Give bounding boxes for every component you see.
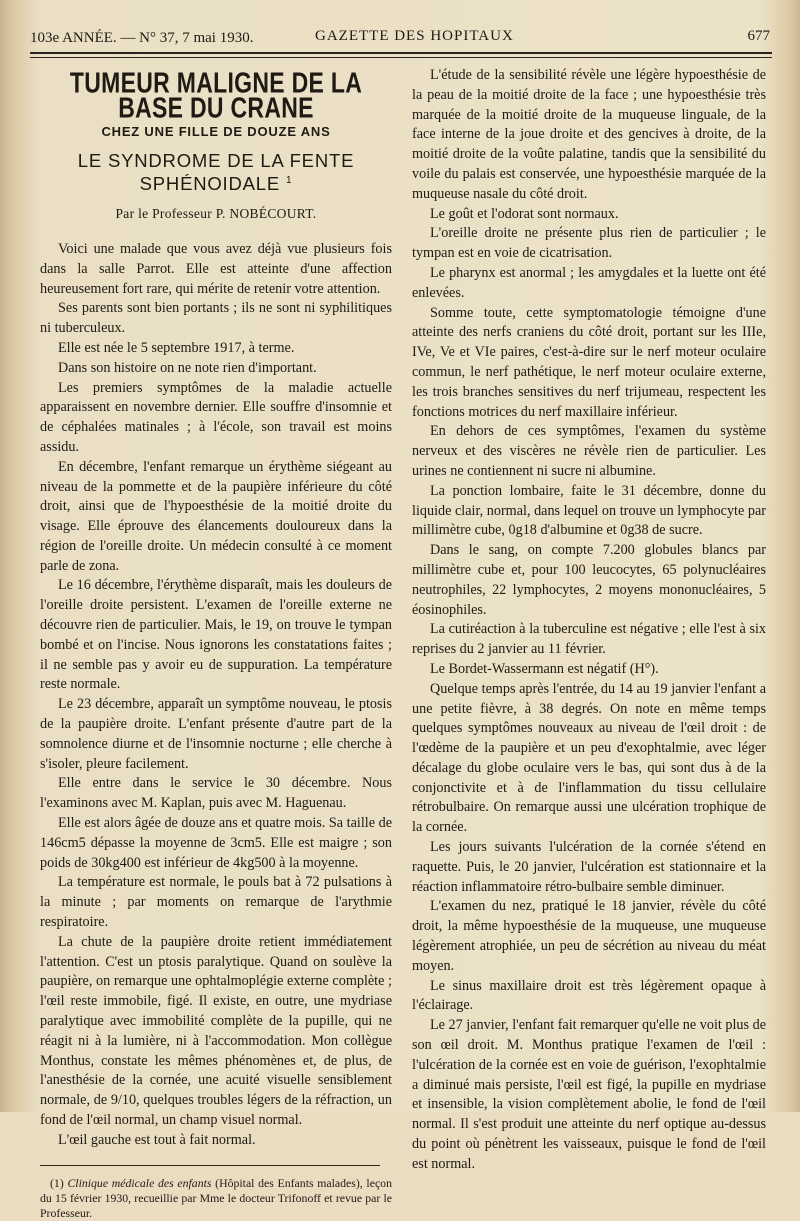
right-column <box>412 66 766 1175</box>
paragraph: Dans son histoire on ne note rien d'important. <box>58 359 317 376</box>
issue-line: 103e ANNÉE. — N° 37, 7 mai 1930. <box>30 30 254 46</box>
paragraph: La température est normale, le pouls bat à 72 pulsations à la minute ; par moments on remarque de l'arythmie respiratoire. <box>40 874 392 931</box>
footnote-text: (Hôpital des Enfants malades), leçon du 15 février 1930, recueillie par Mme le docteur Trifonoff et revue par le Professeur. <box>40 1175 392 1220</box>
paragraph: Le Bordet-Wassermann est négatif (H°). <box>430 660 659 677</box>
paragraph: L'oreille droite ne présente plus rien de particulier ; le tympan est en voie de cicatrisation. <box>412 225 766 262</box>
paragraph: L'étude de la sensibilité révèle une légère hypoesthésie de la peau de la moitié droite de la face ; une hypoesthésie très marquée de la moitié droite de la muqueuse linguale, de la face interne de la joue droite et des gencives à droite, de la moitié droite de la voûte palatine, tandis que la sensibilité du voile du palais est conservée, une hypoesthésie marquée de la muqueuse nasale du côté droit. <box>412 67 766 202</box>
article-subtitle: CHEZ UNE FILLE DE DOUZE ANS <box>101 123 331 139</box>
syndrome-title <box>40 151 392 194</box>
paragraph: La cutiréaction à la tuberculine est négative ; elle l'est à six reprises du 2 janvier au 11 février. <box>412 621 766 658</box>
footnote <box>40 1176 392 1221</box>
footnote-rule <box>40 1165 380 1166</box>
paragraph: Le 23 décembre, apparaît un symptôme nouveau, le ptosis de la paupière droite. L'enfant présente d'autre part de la somnolence diurne et de l'insomnie nocturne ; elle cherche à s'isoler, pleure facilement. <box>40 696 392 772</box>
right-body-text <box>412 66 766 1175</box>
article-title: TUMEUR MALIGNE DE LA BASE DU CRANE <box>69 66 363 124</box>
left-column <box>40 66 392 1221</box>
paragraph: Le 27 janvier, l'enfant fait remarquer qu'elle ne voit plus de son œil droit. M. Monthus pratique l'examen de l'œil : l'ulcération de la cornée est en voie de guérison, l'exophtalmie a diminué mais persiste, l'œil est figé, la pupille en mydriase et insensible, la vision complètement abolie, le fond de l'œil normal. Il s'est produit une atteinte du nerf optique au-dessus du point où pénètrent les vaisseaux, puisque le fond de l'œil est normal. <box>412 1017 766 1172</box>
footnote-italic: Clinique médicale des enfants <box>67 1175 212 1190</box>
paragraph: Elle est alors âgée de douze ans et quatre mois. Sa taille de 146cm5 dépasse la moyenne de 3cm5. Elle est maigre ; son poids de 30kg400 est inférieur de 4kg500 à la moyenne. <box>40 815 392 871</box>
paragraph: Les jours suivants l'ulcération de la cornée s'étend en raquette. Puis, le 20 janvier, l'ulcération est stationnaire et la réaction inflammatoire rétro-bulbaire semble diminuer. <box>412 839 766 895</box>
article-author: Par le Professeur P. NOBÉCOURT. <box>115 206 317 222</box>
paragraph: L'examen du nez, pratiqué le 18 janvier, révèle du côté droit, la même hypoesthésie de la muqueuse, une muqueuse légèrement atrophiée, un peu de sécrétion au niveau du méat moyen. <box>412 898 766 974</box>
paragraph: Le sinus maxillaire droit est très légèrement opaque à l'éclairage. <box>412 977 766 1014</box>
paragraph: Le 16 décembre, l'érythème disparaît, mais les douleurs de l'oreille droite persistent. L'examen de l'oreille externe ne découvre rien de particulier. Mais, le 19, on trouve le tympan bombé et on l'incise. Nous ignorons les constatations faites ; il ne semble pas y avoir eu de suppuration. La température reste normale. <box>40 577 392 693</box>
footnote-reference: 1 <box>285 175 293 187</box>
paragraph: Quelque temps après l'entrée, du 14 au 19 janvier l'enfant a une petite fièvre, à 38 degrés. On note en même temps quelques symptômes nouveaux au niveau de l'œil droit : de l'œdème de la paupière et un peu d'exophtalmie, avec léger décalage du globe oculaire vers le bas, qui sont dus à de la conjonctivite et à de l'inflammation du tissu cellulaire rétrobulbaire. On remarque aussi une ulcération trophique de la cornée. <box>412 680 766 836</box>
journal-title: GAZETTE DES HOPITAUX <box>315 28 514 44</box>
footnote-mark: (1) <box>50 1175 64 1190</box>
paragraph: En dehors de ces symptômes, l'examen du système nerveux et des viscères ne révèle rien de particulier. Les urines ne contiennent ni sucre ni albumine. <box>412 423 766 479</box>
paragraph: Le pharynx est anormal ; les amygdales et la luette ont été enlevées. <box>412 264 766 301</box>
left-body-text <box>40 240 392 1151</box>
header-rule <box>30 52 772 54</box>
paragraph: Elle entre dans le service le 30 décembre. Nous l'examinons avec M. Kaplan, puis avec M. Haguenau. <box>40 775 392 812</box>
paragraph: Voici une malade que vous avez déjà vue plusieurs fois dans la salle Parrot. Elle est atteinte d'une affection heureusement fort rare, qui mérite de retenir votre attention. <box>40 240 392 297</box>
paragraph: L'œil gauche est tout à fait normal. <box>58 1131 256 1148</box>
paragraph: La chute de la paupière droite retient immédiatement l'attention. C'est un ptosis paralytique. Quand on soulève la paupière, on remarque une ophtalmoplégie externe complète ; l'œil reste immobile, figé. Il existe, en outre, une mydriase paralytique avec immobilité complète de la pupille, qui ne réagit ni à la lumière, ni à l'accommodation. Mon collègue Monthus, constate les mêmes phénomènes et, de plus, de l'anesthésie de la cornée, une acuité visuelle sensiblement normale, de 9/10, quelques troubles légers de la réfraction, un fond de l'œil normal, un champ visuel normal. <box>40 933 392 1128</box>
page-header <box>30 22 774 50</box>
header-rule-thin <box>30 57 772 58</box>
paragraph: Le goût et l'odorat sont normaux. <box>430 205 619 222</box>
paragraph: Elle est née le 5 septembre 1917, à terme. <box>58 339 295 356</box>
page-number: 677 <box>747 28 770 44</box>
paragraph: Ses parents sont bien portants ; ils ne sont ni syphilitiques ni tuberculeux. <box>40 300 392 337</box>
paragraph: Les premiers symptômes de la maladie actuelle apparaissent en novembre dernier. Elle souffre d'insomnie et de céphalées matinales ; à l'école, son travail est moins assidu. <box>40 379 392 455</box>
paragraph: La ponction lombaire, faite le 31 décembre, donne du liquide clair, normal, dans lequel on trouve un lymphocyte par millimètre cube, 0g18 d'albumine et 0g38 de sucre. <box>412 482 766 539</box>
paragraph: En décembre, l'enfant remarque un érythème siégeant au niveau de la pommette et de la paupière inférieure du côté droit, ainsi que de l'hypoesthésie de la moitié droite du visage. Elle éprouve des élancements douloureux dans la région de l'oreille droite. Un médecin consulté à ce moment parle de zona. <box>40 458 392 574</box>
paragraph: Somme toute, cette symptomatologie témoigne d'une atteinte des nerfs craniens du côté droit, portant sur les IIIe, IVe, Ve et VIe paires, c'est-à-dire sur le nerf moteur oculaire commun, le nerf pathétique, le nerf moteur oculaire externe, les trois branches sensitives du nerf trijumeau, respectent les fonctions motrices du nerf maxillaire inférieur. <box>412 304 766 420</box>
syndrome-title-text: LE SYNDROME DE LA FENTE SPHÉNOIDALE <box>77 150 355 195</box>
paragraph: Dans le sang, on compte 7.200 globules blancs par millimètre cube et, pour 100 leucocytes, 65 polynucléaires neutrophiles, 22 lymphocytes, 2 moyens mononucléaires, 5 éosinophiles. <box>412 542 766 618</box>
